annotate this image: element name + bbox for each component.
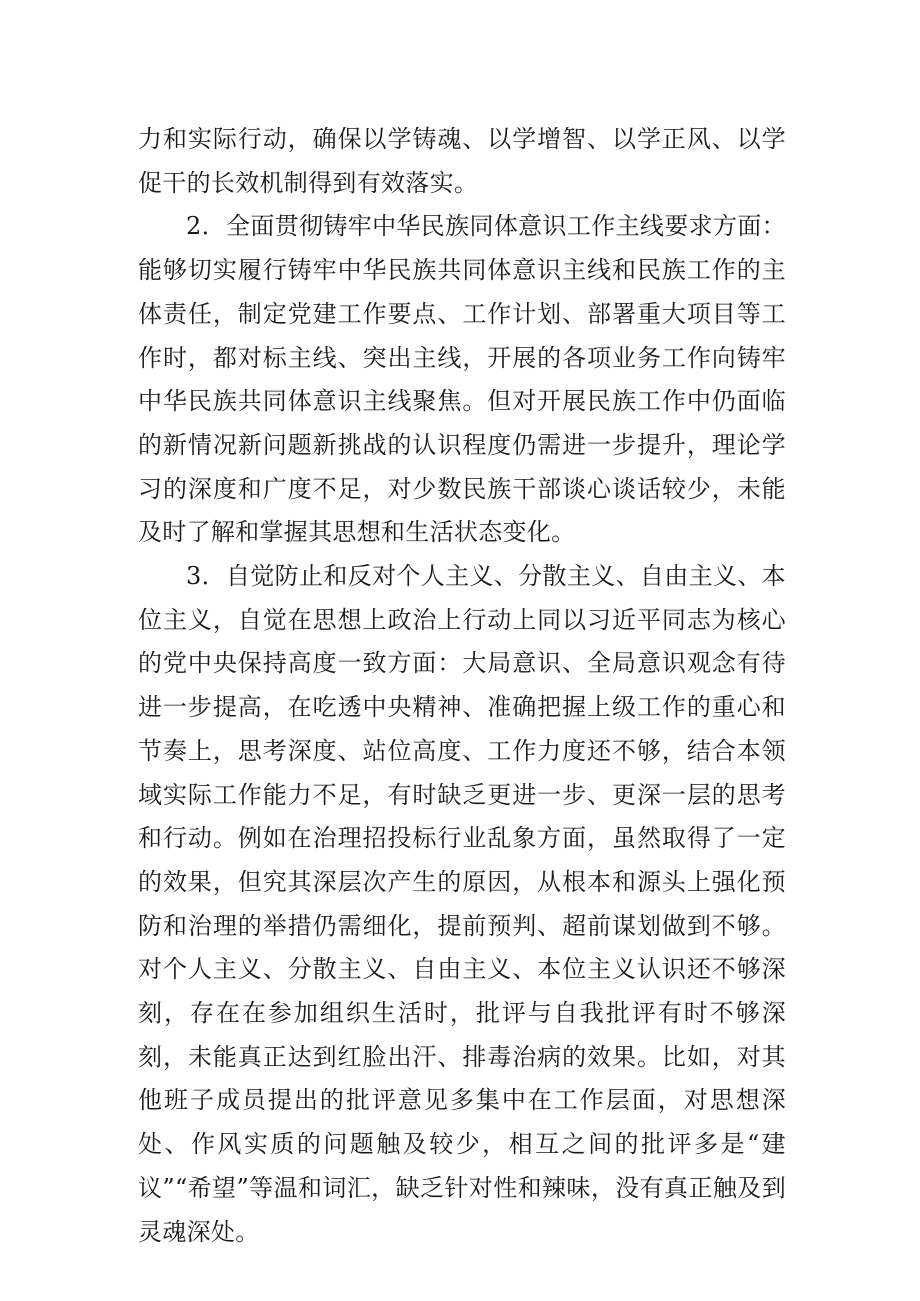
document-body bbox=[138, 118, 786, 1254]
paragraph-continuation: 力和实际行动，确保以学铸魂、以学增智、以学正风、以学促干的长效机制得到有效落实。 bbox=[138, 125, 786, 197]
paragraph-item-2: 2．全面贯彻铸牢中华民族同体意识工作主线要求方面：能够切实履行铸牢中华民族共同体意识主线和民族工作的主体责任，制定党建工作要点、工作计划、部署重大项目等工作时，都对标主线、突出主线，开展的各项业务工作向铸牢中华民族共同体意识主线聚焦。但对开展民族工作中仍面临的新情况新问题新挑战的认识程度仍需进一步提升，理论学习的深度和广度不足，对少数民族干部谈心谈话较少，未能及时了解和掌握其思想和生活状态变化。 bbox=[138, 212, 786, 547]
paragraph-item-3: 3．自觉防止和反对个人主义、分散主义、自由主义、本位主义，自觉在思想上政治上行动上同以习近平同志为核心的党中央保持高度一致方面：大局意识、全局意识观念有待进一步提高，在吃透中央精神、准确把握上级工作的重心和节奏上，思考深度、站位高度、工作力度还不够，结合本领域实际工作能力不足，有时缺乏更进一步、更深一层的思考和行动。例如在治理招投标行业乱象方面，虽然取得了一定的效果，但究其深层次产生的原因，从根本和源头上强化预防和治理的举措仍需细化，提前预判、超前谋划做到不够。对个人主义、分散主义、自由主义、本位主义认识还不够深刻，存在在参加组织生活时，批评与自我批评有时不够深刻，未能真正达到红脸出汗、排毒治病的效果。比如，对其他班子成员提出的批评意见多集中在工作层面，对思想深处、作风实质的问题触及较少，相互之间的批评多是“建议”“希望”等温和词汇，缺乏针对性和辣味，没有真正触及到灵魂深处。 bbox=[138, 562, 786, 1246]
